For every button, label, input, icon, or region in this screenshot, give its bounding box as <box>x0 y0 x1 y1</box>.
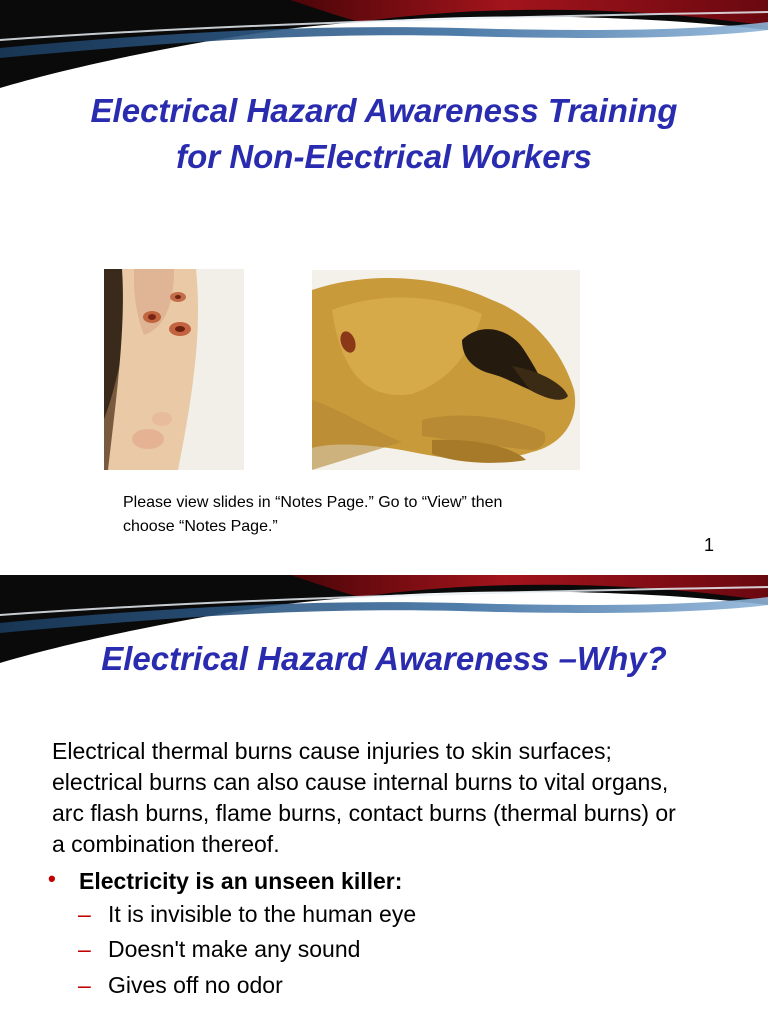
body-line: electrical burns can also cause internal burns to vital organs, <box>52 769 669 795</box>
notes-line-2: choose “Notes Page.” <box>123 518 278 535</box>
dash-icon: – <box>78 936 91 962</box>
sub-bullet-label: Doesn't make any sound <box>108 936 361 962</box>
notes-line-1: Please view slides in “Notes Page.” Go to “View” then <box>123 494 503 511</box>
sub-bullet-label: It is invisible to the human eye <box>108 901 417 927</box>
notes-instruction <box>123 491 623 539</box>
sub-bullet-label: Gives off no odor <box>108 972 283 998</box>
body-line: a combination thereof. <box>52 831 280 857</box>
bullet-icon: • <box>48 866 56 891</box>
hand-burn-photo <box>312 270 580 470</box>
slide-title <box>0 88 768 180</box>
title-line-1: Electrical Hazard Awareness Training <box>90 92 678 129</box>
slide-title: Electrical Hazard Awareness –Why? <box>101 640 667 677</box>
body-paragraph <box>52 736 760 860</box>
dash-icon: – <box>78 972 91 998</box>
header-banner <box>0 0 768 100</box>
bullet-label: Electricity is an unseen killer: <box>79 868 403 894</box>
title-line-2: for Non-Electrical Workers <box>176 138 592 175</box>
body-line: arc flash burns, flame burns, contact burns (thermal burns) or <box>52 800 676 826</box>
dash-icon: – <box>78 901 91 927</box>
arm-burn-photo <box>104 269 244 470</box>
body-line: Electrical thermal burns cause injuries to skin surfaces; <box>52 738 612 764</box>
slide-number: 1 <box>704 535 715 555</box>
